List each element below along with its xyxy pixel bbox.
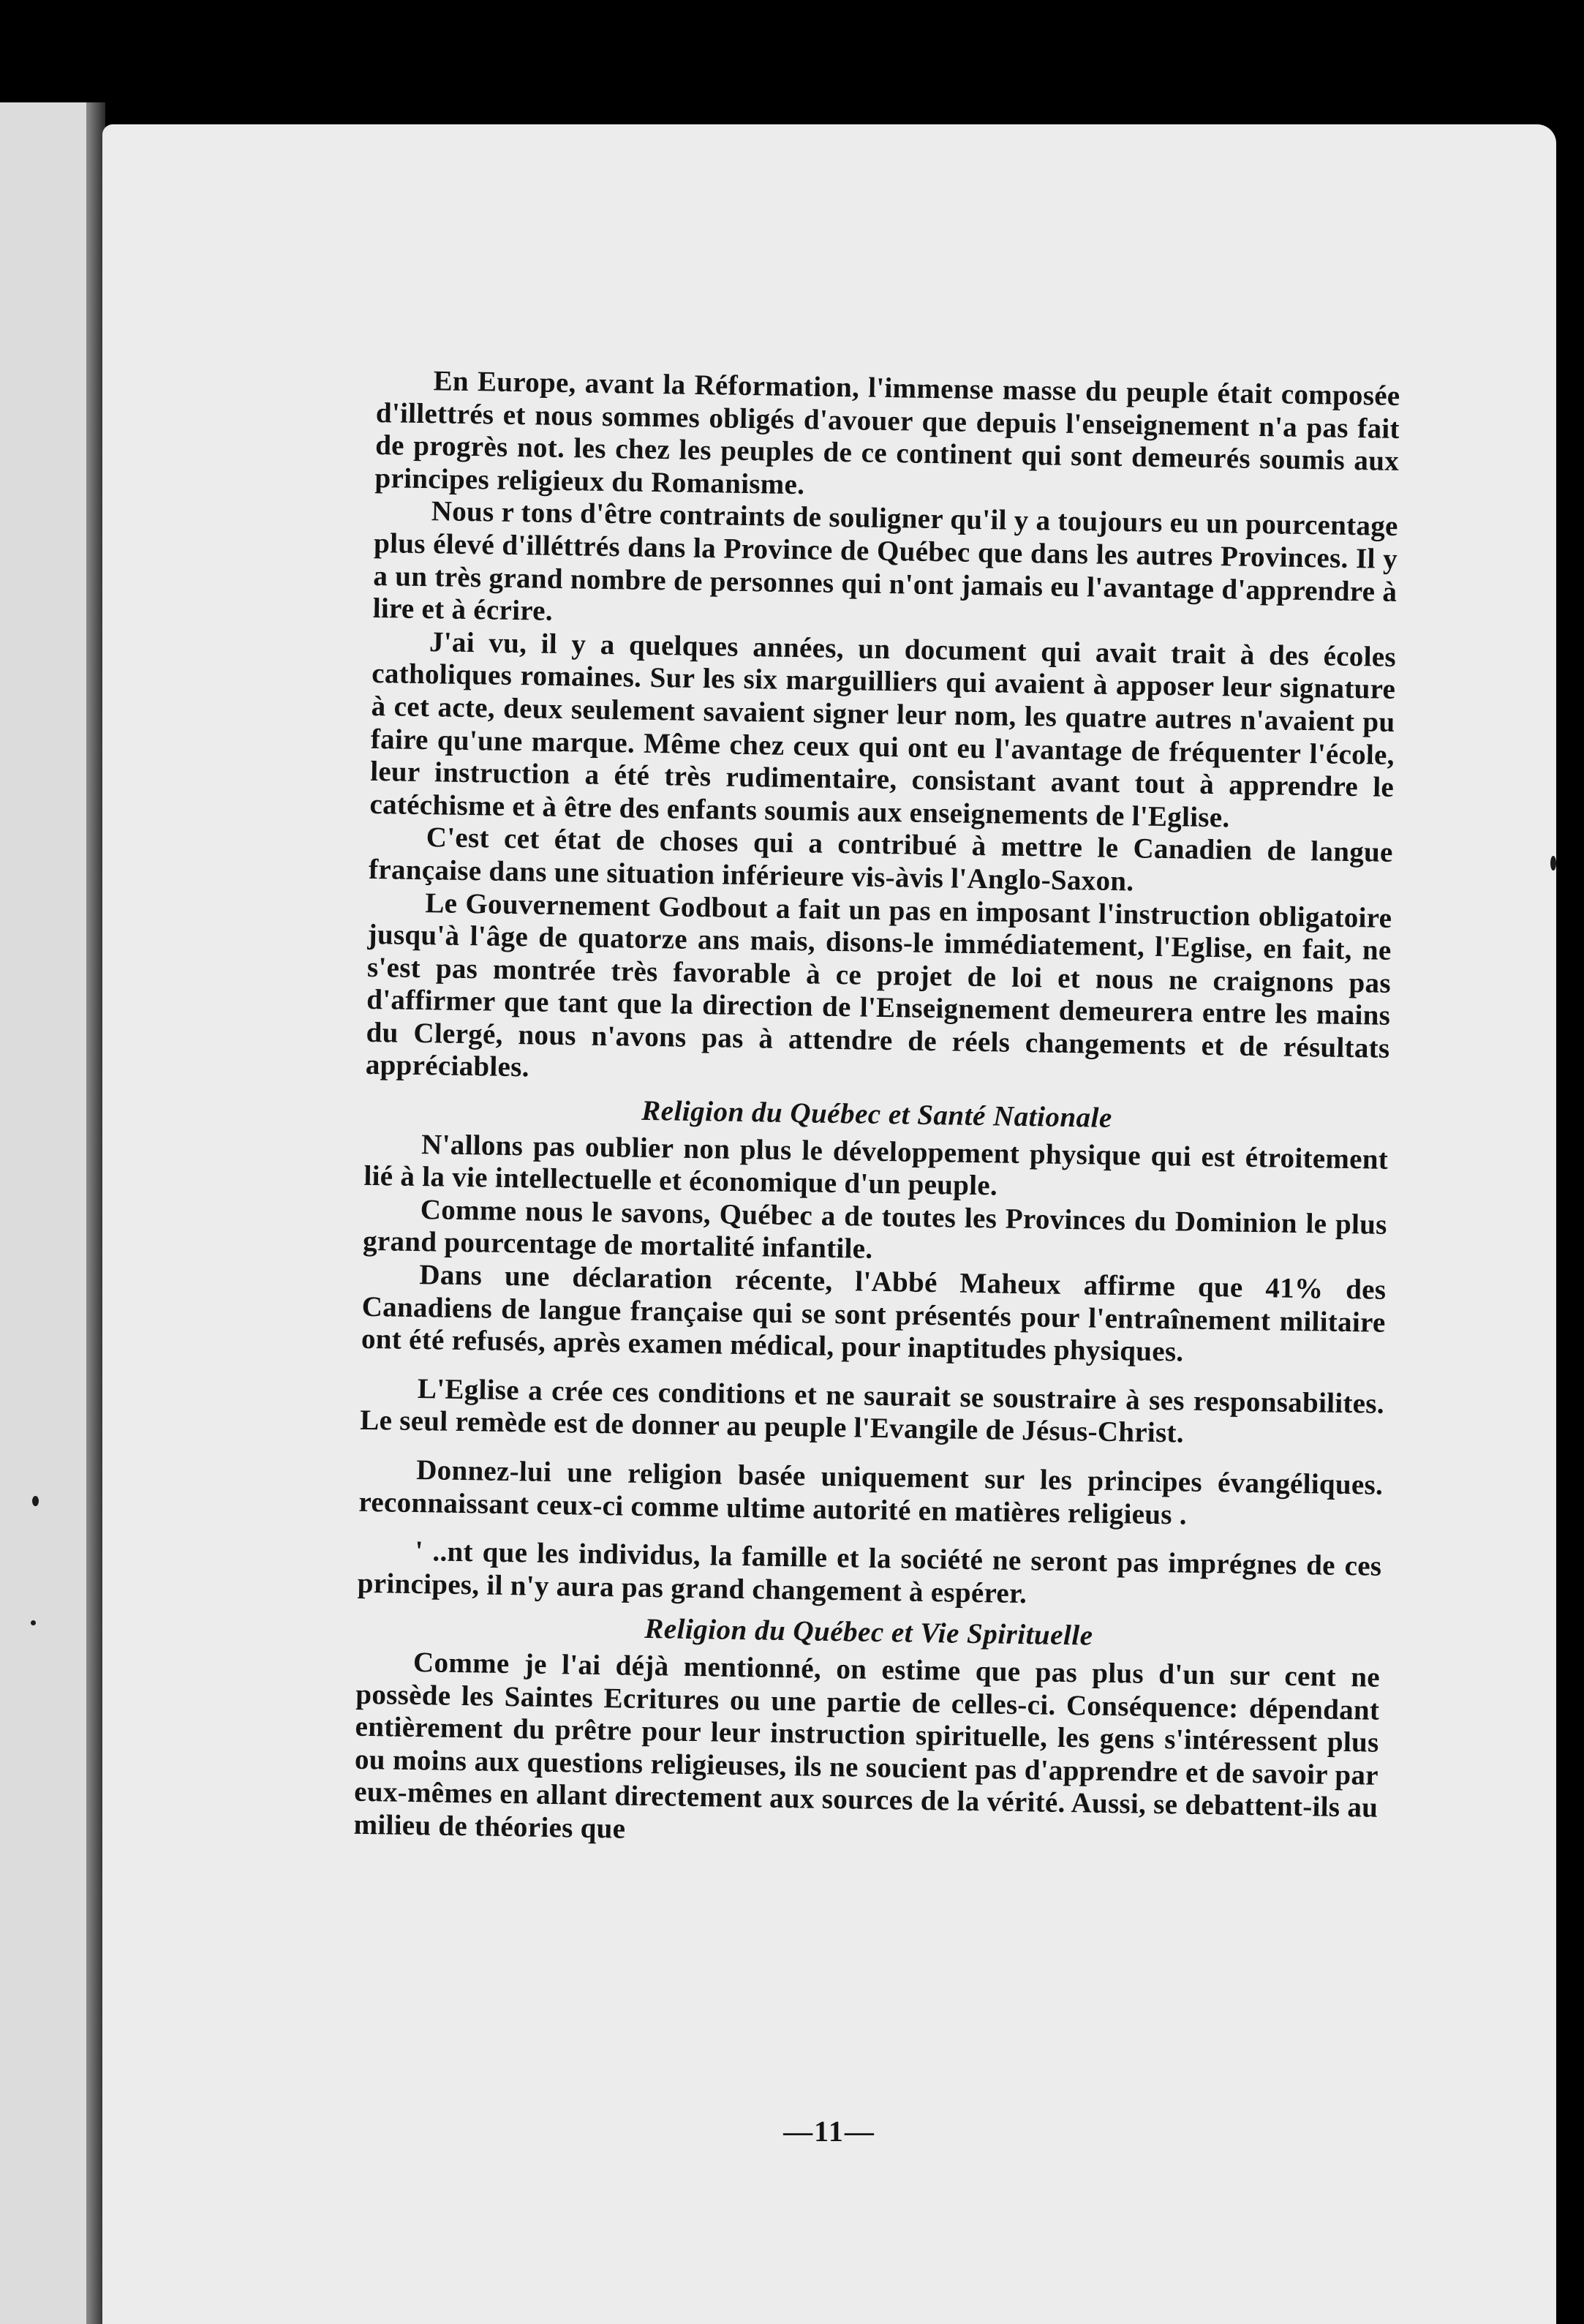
paragraph: Comme nous le savons, Québec a de toutes les Provinces du Dominion le plus grand pourcentage de mortalité infantile. — [362, 1193, 1388, 1266]
book-page — [102, 124, 1556, 2324]
paragraph: N'allons pas oublier non plus le développement physique qui est étroitement lié à la vie intellectuelle et économique d'un peuple. — [363, 1128, 1389, 1202]
paragraph: C'est cet état de choses qui a contribué à mettre le Canadien de langue française dans une situation inférieure vis-àvis l'Anglo-Saxon. — [368, 821, 1394, 898]
page-text — [353, 364, 1400, 1857]
paragraph: J'ai vu, il y a quelques années, un document qui avait trait à des écoles catholiques romaines. Sur les six marguilliers qui avaient à apposer leur signature à cet acte, deux seulement savaient signer leur nom, les quatre autres n'avaient pu faire qu'une marque. Même chez ceux qui ont eu l'avantage de fréquenter l'école, leur instruction a été très rudimentaire, consistant avant tout à apprendre le catéchisme et à être des enfants soumis aux enseignements de l'Eglise. — [369, 625, 1397, 834]
left-page-edge — [0, 102, 86, 2324]
paragraph: L'Eglise a crée ces conditions et ne saurait se soustraire à ses responsabilites. Le seul remède est de donner au peuple l'Evangile de Jésus-Christ. — [359, 1372, 1385, 1449]
paragraph: Nous r tons d'être contraints de souligner qu'il y a toujours eu un pourcentage plus élevé d'illéttrés dans la Province de Québec que dans les autres Provinces. Il y a un très grand nombre de personnes qui n'ont jamais eu l'avantage d'apprendre à lire et à écrire. — [372, 495, 1399, 627]
paragraph: Le Gouvernement Godbout a fait un pas en imposant l'instruction obligatoire jusqu'à l'âge de quatorze ans mais, disons-le immédiatement, l'Eglise, en fait, ne s'est pas montrée très favorable à ce projet de loi et nous ne craignons pas d'affirmer que tant que la direction de l'Enseignement demeurera entre les mains du Clergé, nous n'avons pas à attendre de réels changements et de résultats appréciables. — [365, 887, 1392, 1083]
section-heading: Religion du Québec et Santé Nationale — [641, 1094, 1113, 1134]
paragraph: Donnez-lui une religion basée uniquement sur les principes évangéliques. reconnaissant ceux-ci comme ultime autorité en matières religieus . — [358, 1454, 1384, 1531]
scan-speck — [1550, 856, 1556, 870]
page-number: —11— — [783, 2115, 875, 2148]
paragraph: Comme je l'ai déjà mentionné, on estime que pas plus d'un sur cent ne possède les Saintes Ecritures ou une partie de celles-ci. Conséquence: dépendant entièrement du prêtre pour leur instruction spirituelle, les gens s'intéressent plus ou moins aux questions religieuses, ils ne soucient pas d'apprendre et de savoir par eux-mêmes en allant directement aux sources de la vérité. Aussi, se debattent-ils au milieu de théories que — [353, 1646, 1381, 1845]
paragraph: Dans une déclaration récente, l'Abbé Maheux affirme que 41% des Canadiens de langue française qui se sont présentés pour l'entraînement militaire ont été refusés, après examen médical, pour inaptitudes physiques. — [361, 1259, 1387, 1368]
paragraph: En Europe, avant la Réformation, l'immense masse du peuple était composée d'illettrés et nous sommes obligés d'avouer que depuis l'enseignement n'a pas fait de progrès not. les chez les peuples de ce continent qui sont demeurés soumis aux principes religieux du Romanisme. — [374, 365, 1400, 500]
section-heading: Religion du Québec et Vie Spirituelle — [644, 1613, 1093, 1652]
scan-speck — [31, 1620, 36, 1625]
scan-speck — [32, 1496, 39, 1506]
paragraph: ' ..nt que les individus, la famille et la société ne seront pas imprégnes de ces principes, il n'y aura pas grand changement à espérer. — [357, 1535, 1382, 1609]
